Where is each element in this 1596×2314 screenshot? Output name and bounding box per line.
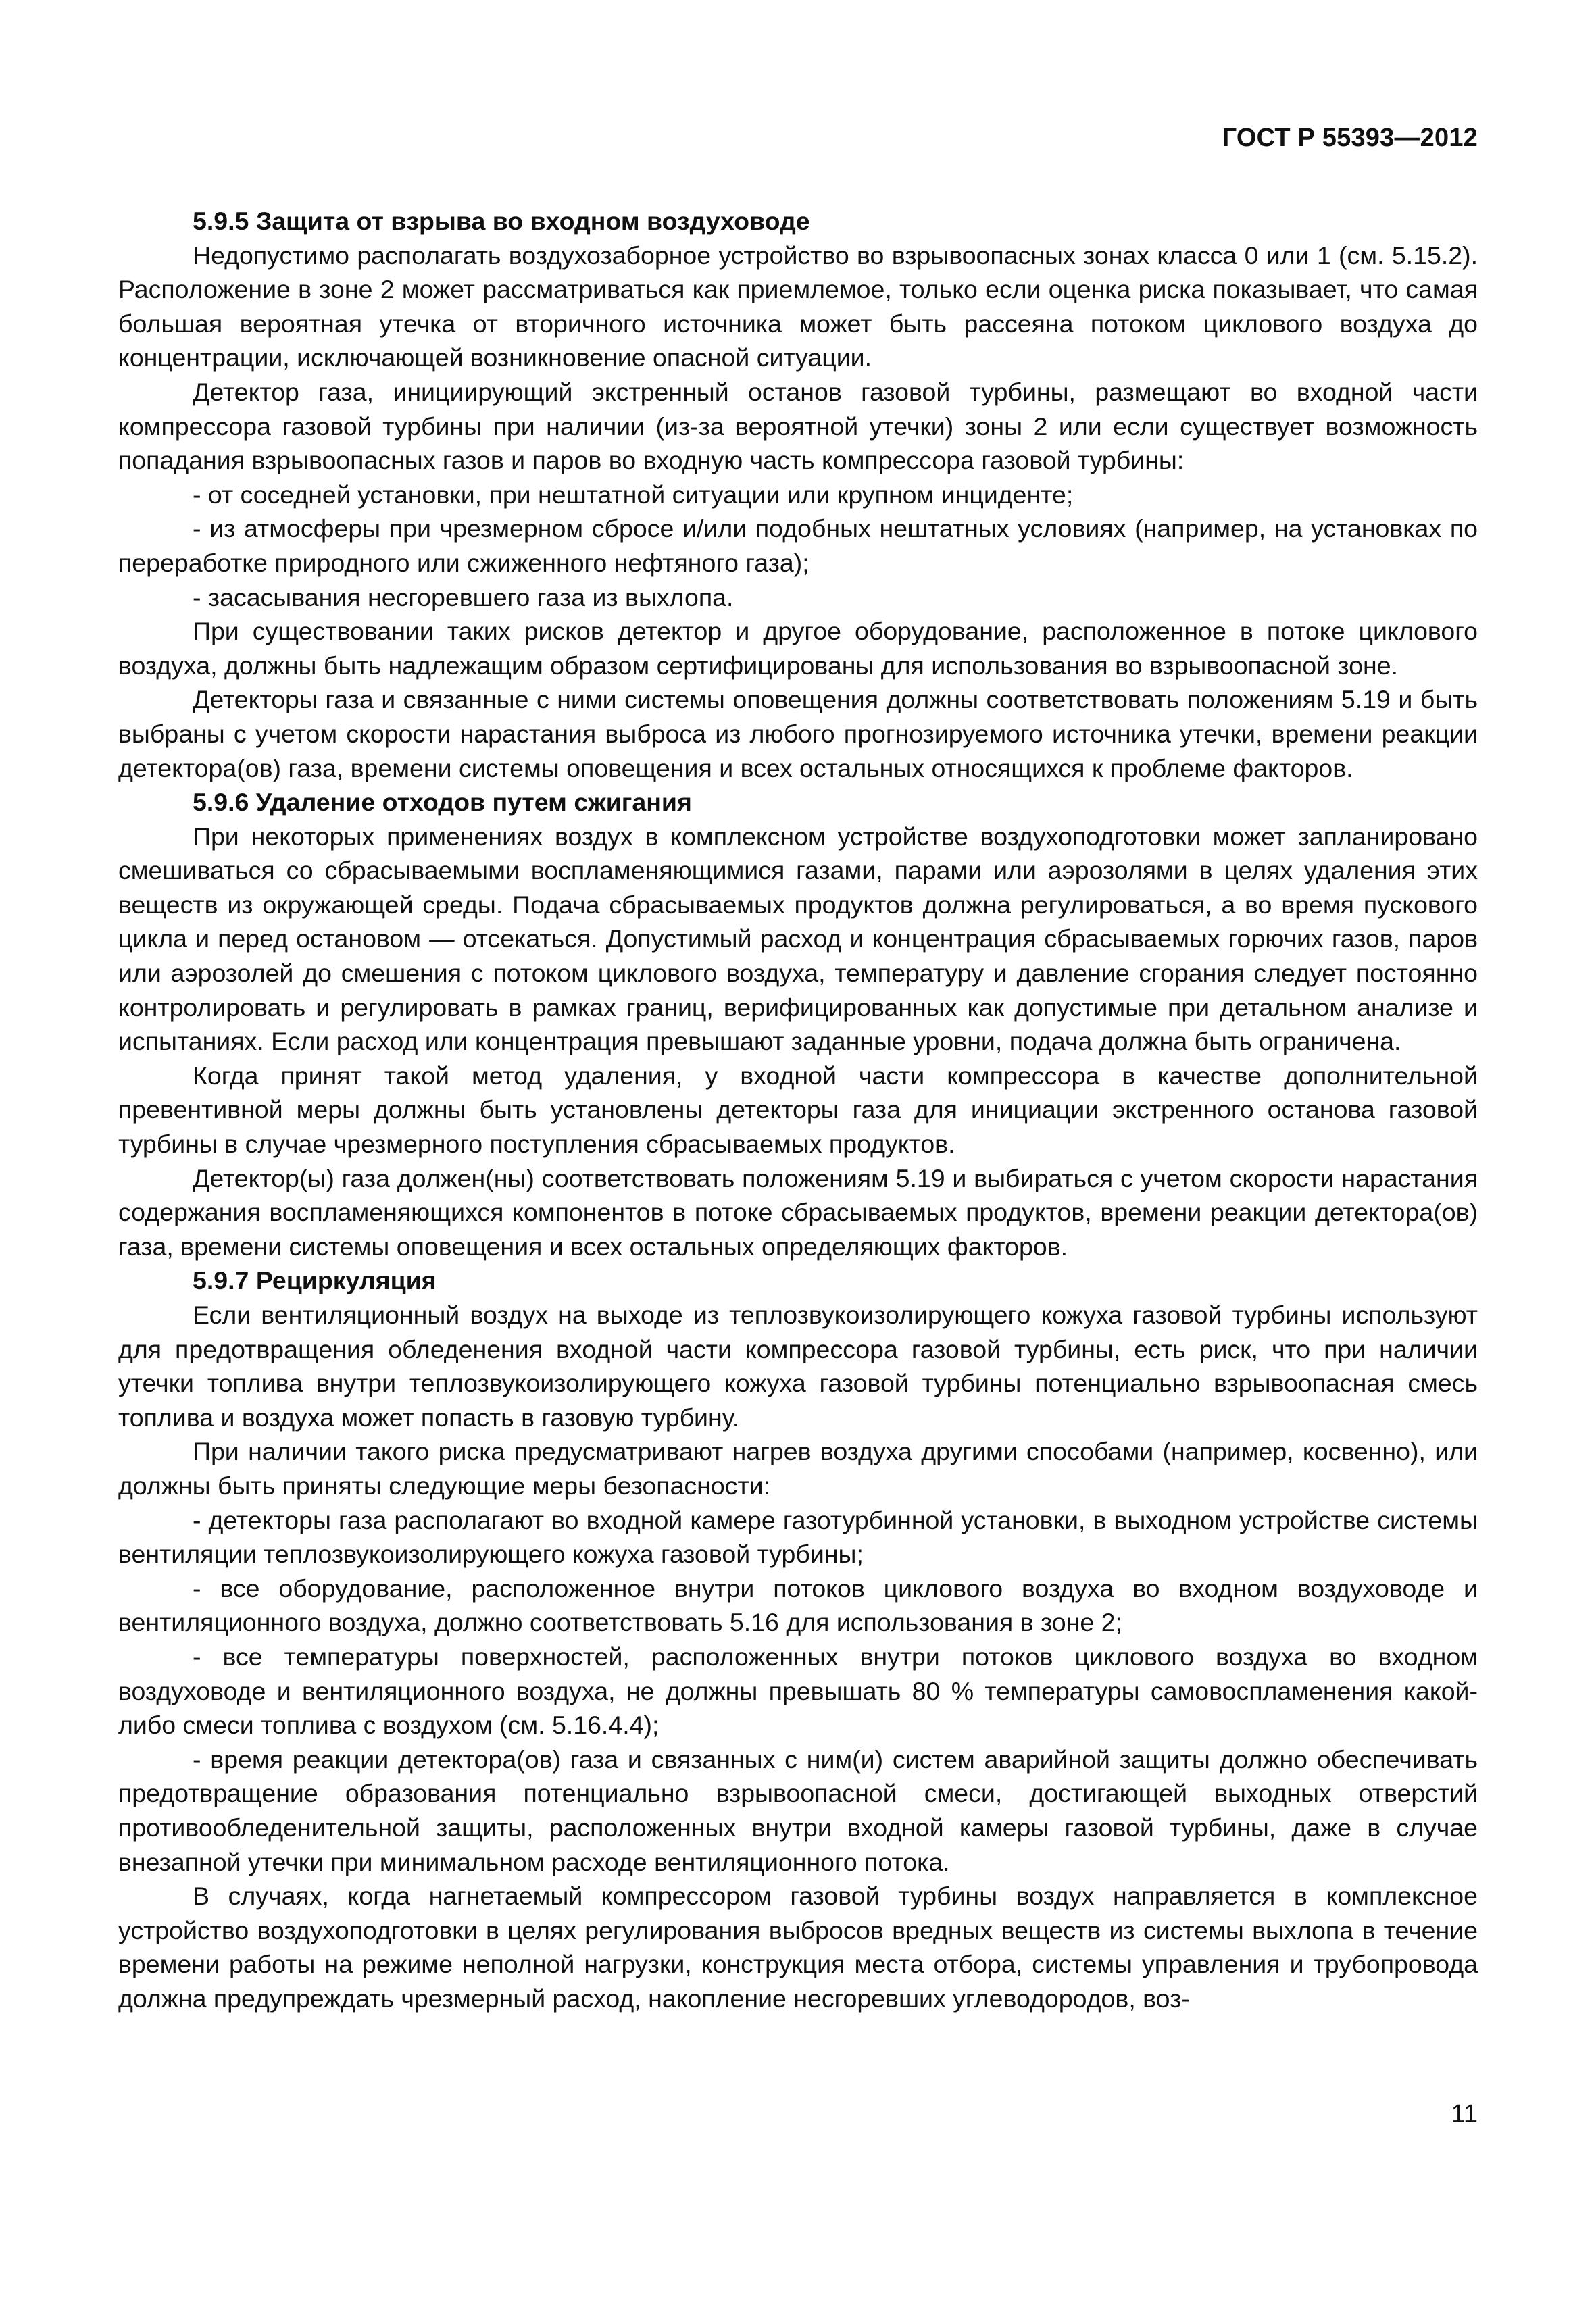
section-5-9-7 (118, 1263, 1478, 2015)
section-5-9-5 (118, 204, 1478, 785)
paragraph: При наличии такого риска предусматривают нагрев воздуха другими способами (например, косвенно), или должны быть приняты следующие меры безопасности: (118, 1437, 1478, 1500)
list-item: - от соседней установки, при нештатной ситуации или крупном инциденте; (193, 480, 1074, 509)
section-5-9-6 (118, 785, 1478, 1263)
section-heading: 5.9.7 Рециркуляция (193, 1266, 437, 1295)
section-heading: 5.9.5 Защита от взрыва во входном воздуховоде (193, 207, 810, 235)
paragraph: Когда принят такой метод удаления, у входной части компрессора в качестве дополнительной превентивной меры должны быть установлены детекторы газа для инициации экстренного останова газовой турбины в случае чрезмерного поступления сбрасываемых продуктов. (118, 1061, 1478, 1159)
paragraph: Недопустимо располагать воздухозаборное устройство во взрывоопасных зонах класса 0 или 1 (см. 5.15.2). Расположение в зоне 2 может рассматриваться как приемлемое, только если оценка риска показывает, что самая большая вероятная утечка от вторичного источника может быть рассеяна потоком циклового воздуха до концентрации, исключающей возникновение опасной ситуации. (118, 241, 1478, 372)
document-body (118, 204, 1478, 2015)
paragraph: В случаях, когда нагнетаемый компрессором газовой турбины воздух направляется в комплексное устройство воздухоподготовки в целях регулирования выбросов вредных веществ из системы выхлопа в течение времени работы на режиме неполной нагрузки, конструкция места отбора, системы управления и трубопровода должна предупреждать чрезмерный расход, накопление несгоревших углеводородов, воз- (118, 1882, 1478, 2013)
paragraph: При существовании таких рисков детектор и другое оборудование, расположенное в потоке циклового воздуха, должны быть надлежащим образом сертифицированы для использования во взрывоопасной зоне. (118, 617, 1478, 680)
list-item: - детекторы газа располагают во входной камере газотурбинной установки, в выходном устройстве системы вентиляции теплозвукоизолирующего кожуха газовой турбины; (118, 1505, 1478, 1569)
paragraph: При некоторых применениях воздух в комплексном устройстве воздухоподготовки может запланировано смешиваться со сбрасываемыми воспламеняющимися газами, парами или аэрозолями в целях удаления этих веществ из окружающей среды. Подача сбрасываемых продуктов должна регулироваться, а во время пускового цикла и перед остановом — отсекаться. Допустимый расход и концентрация сбрасываемых горючих газов, паров или аэрозолей до смешения с потоком циклового воздуха, температуру и давление сгорания следует постоянно контролировать и регулировать в рамках границ, верифицированных как допустимые при детальном анализе и испытаниях. Если расход или концентрация превышают заданные уровни, подача должна быть ограничена. (118, 822, 1478, 1056)
list-item: - время реакции детектора(ов) газа и связанных с ним(и) систем аварийной защиты должно обеспечивать предотвращение образования потенциально взрывоопасной смеси, достигающей выходных отверстий противообледенительной защиты, расположенных внутри входной камеры газовой турбины, даже в случае внезапной утечки при минимальном расходе вентиляционного потока. (118, 1744, 1478, 1876)
list-item: - все оборудование, расположенное внутри потоков циклового воздуха во входном воздуховоде и вентиляционного воздуха, должно соответствовать 5.16 для использования в зоне 2; (118, 1574, 1478, 1637)
paragraph: Детектор(ы) газа должен(ны) соответствовать положениям 5.19 и выбираться с учетом скорости нарастания содержания воспламеняющихся компонентов в потоке сбрасываемых продуктов, времени реакции детектора(ов) газа, времени системы оповещения и всех остальных определяющих факторов. (118, 1163, 1478, 1261)
section-heading: 5.9.6 Удаление отходов путем сжигания (193, 788, 692, 817)
paragraph: Детектор газа, инициирующий экстренный останов газовой турбины, размещают во входной части компрессора газовой турбины при наличии (из-за вероятной утечки) зоны 2 или если существует возможность попадания взрывоопасных газов и паров во входную часть компрессора газовой турбины: (118, 377, 1478, 475)
document-standard-id: ГОСТ Р 55393—2012 (1222, 124, 1478, 152)
list-item: - из атмосферы при чрезмерном сбросе и/или подобных нештатных условиях (например, на установках по переработке природного или сжиженного нефтяного газа); (118, 514, 1478, 577)
list-item: - все температуры поверхностей, расположенных внутри потоков циклового воздуха во входном воздуховоде и вентиляционного воздуха, не должны превышать 80 % температуры самовоспламенения какой-либо смеси топлива с воздухом (см. 5.16.4.4); (118, 1642, 1478, 1740)
paragraph: Детекторы газа и связанные с ними системы оповещения должны соответствовать положениям 5.19 и быть выбраны с учетом скорости нарастания выброса из любого прогнозируемого источника утечки, времени реакции детектора(ов) газа, времени системы оповещения и всех остальных относящихся к проблеме факторов. (118, 685, 1478, 782)
list-item: - засасывания несгоревшего газа из выхлопа. (193, 582, 734, 611)
page-number: 11 (1451, 2100, 1478, 2128)
paragraph: Если вентиляционный воздух на выходе из теплозвукоизолирующего кожуха газовой турбины используют для предотвращения обледенения входной части компрессора газовой турбины, есть риск, что при наличии утечки топлива внутри теплозвукоизолирующего кожуха газовой турбины потенциально взрывоопасная смесь топлива и воздуха может попасть в газовую турбину. (118, 1301, 1478, 1432)
